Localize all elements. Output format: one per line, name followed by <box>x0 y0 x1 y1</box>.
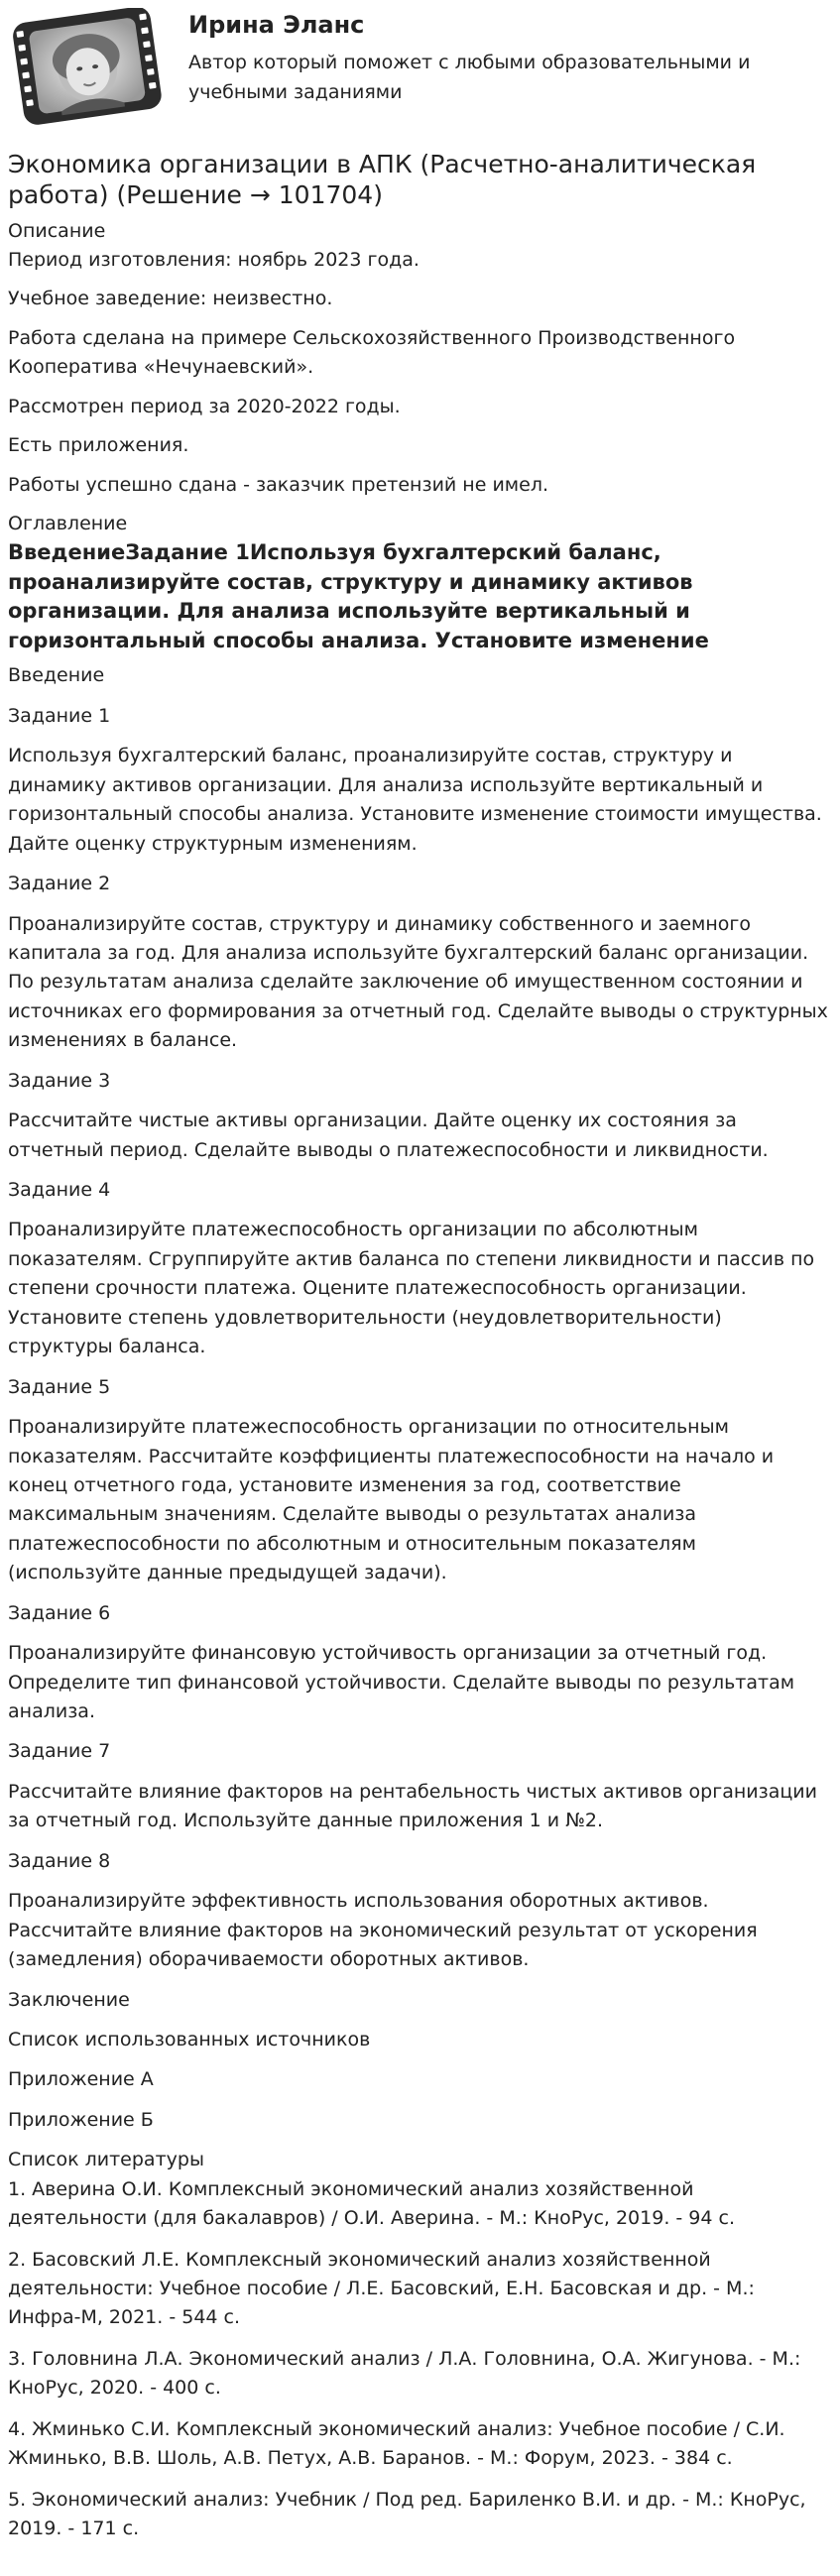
section-heading: Список использованных источников <box>8 2028 371 2050</box>
author-description: Автор который поможет с любыми образовательными и учебными заданиями <box>188 52 751 103</box>
author-info <box>188 8 832 107</box>
section-heading: Заключение <box>8 1988 130 2011</box>
section-heading: Введение <box>8 664 105 687</box>
section-heading: Задание 6 <box>8 1601 111 1624</box>
section-text: Используя бухгалтерский баланс, проанализируйте состав, структуру и динамику активов организации. Для анализа используйте вертикальный и горизонтальный способы анализа. Установите изменение стоимости имущества. Дайте оценку структурным изменениям. <box>8 745 822 855</box>
description-line: Период изготовления: ноябрь 2023 года. <box>8 248 420 271</box>
description-line: Работа сделана на примере Сельскохозяйственного Производственного Кооператива «Нечунаевский». <box>8 326 736 379</box>
author-block <box>8 0 832 149</box>
section-text: Проанализируйте эффективность использования оборотных активов. Рассчитайте влияние факторов на экономический результат от ускорения (замедления) оборачиваемости оборотных активов. <box>8 1890 758 1971</box>
description-line: Есть приложения. <box>8 434 189 457</box>
section-heading: Задание 4 <box>8 1179 111 1201</box>
description-line: Учебное заведение: неизвестно. <box>8 288 333 310</box>
literature-list <box>8 2175 832 2544</box>
page-title: Экономика организации в АПК (Расчетно-аналитическая работа) (Решение → 101704) <box>8 150 757 210</box>
section-text: Проанализируйте платежеспособность организации по относительным показателям. Рассчитайте коэффициенты платежеспособности на начало и конец отчетного года, установите изменения за год, соответствие максимальным значениям. Сделайте выводы о результатах анализа платежеспособности по абсолютным и относительным показателям (используйте данные предыдущей задачи). <box>8 1416 775 1584</box>
literature-item: 4. Жминько С.И. Комплексный экономический анализ: Учебное пособие / С.И. Жминько, В.В. Шоль, А.В. Петух, А.В. Баранов. - М.: Форум, 2023. - 384 с. <box>8 2417 785 2470</box>
description-block <box>8 246 832 500</box>
film-frame-avatar-image <box>10 8 169 125</box>
section-heading: Задание 2 <box>8 873 111 895</box>
section-heading: Задание 3 <box>8 1069 111 1092</box>
toc-label: Оглавление <box>8 513 128 534</box>
section-heading: Приложение Б <box>8 2108 154 2131</box>
description-label: Описание <box>8 219 106 242</box>
toc-sections <box>8 661 832 2135</box>
section-heading: Задание 8 <box>8 1849 111 1872</box>
section-text: Проанализируйте платежеспособность организации по абсолютным показателям. Сгруппируйте актив баланса по степени ликвидности и пассив по степени срочности платежа. Оцените платежеспособность организации. Установите степень удовлетворительности (неудовлетворительности) структуры баланса. <box>8 1219 815 1358</box>
section-heading: Задание 1 <box>8 704 111 727</box>
literature-label: Список литературы <box>8 2149 204 2171</box>
literature-item: 5. Экономический анализ: Учебник / Под ред. Бариленко В.И. и др. - М.: КноРус, 2019. - 171 с. <box>8 2488 806 2540</box>
section-text: Проанализируйте финансовую устойчивость организации за отчетный год. Определите тип финансовой устойчивости. Сделайте выводы по результатам анализа. <box>8 1642 795 1722</box>
literature-item: 3. Головнина Л.А. Экономический анализ / Л.А. Головнина, О.А. Жигунова. - М.: КноРус, 2020. - 400 с. <box>8 2347 801 2400</box>
section-heading: Приложение А <box>8 2068 154 2091</box>
section-heading: Задание 7 <box>8 1740 111 1763</box>
section-text: Проанализируйте состав, структуру и динамику собственного и заемного капитала за год. Для анализа используйте бухгалтерский баланс организации. По результатам анализа сделайте заключение об имущественном состоянии и источниках его формирования за отчетный год. Сделайте выводы о структурных изменениях в балансе. <box>8 912 828 1052</box>
description-line: Работы успешно сдана - заказчик претензий не имел. <box>8 473 549 496</box>
section-text: Рассчитайте влияние факторов на рентабельность чистых активов организации за отчетный год. Используйте данные приложения 1 и №2. <box>8 1780 817 1832</box>
author-name[interactable]: Ирина Эланс <box>188 11 365 39</box>
literature-item: 1. Аверина О.И. Комплексный экономический анализ хозяйственной деятельности (для бакалавров) / О.И. Аверина. - М.: КноРус, 2019. - 94 с. <box>8 2177 735 2230</box>
toc-summary: ВведениеЗадание 1Используя бухгалтерский баланс, проанализируйте состав, структуру и динамику активов организации. Для анализа используйте вертикальный и горизонтальный способы анализа. Установите изменение <box>8 540 709 652</box>
description-line: Рассмотрен период за 2020-2022 годы. <box>8 395 401 417</box>
section-text: Рассчитайте чистые активы организации. Дайте оценку их состояния за отчетный период. Сделайте выводы о платежеспособности и ликвидности. <box>8 1110 769 1161</box>
literature-item: 2. Басовский Л.Е. Комплексный экономический анализ хозяйственной деятельности: Учебное пособие / Л.Е. Басовский, Е.Н. Басовская и др. - М.: Инфра-М, 2021. - 544 с. <box>8 2248 755 2329</box>
author-avatar[interactable] <box>10 8 169 125</box>
section-heading: Задание 5 <box>8 1375 111 1398</box>
